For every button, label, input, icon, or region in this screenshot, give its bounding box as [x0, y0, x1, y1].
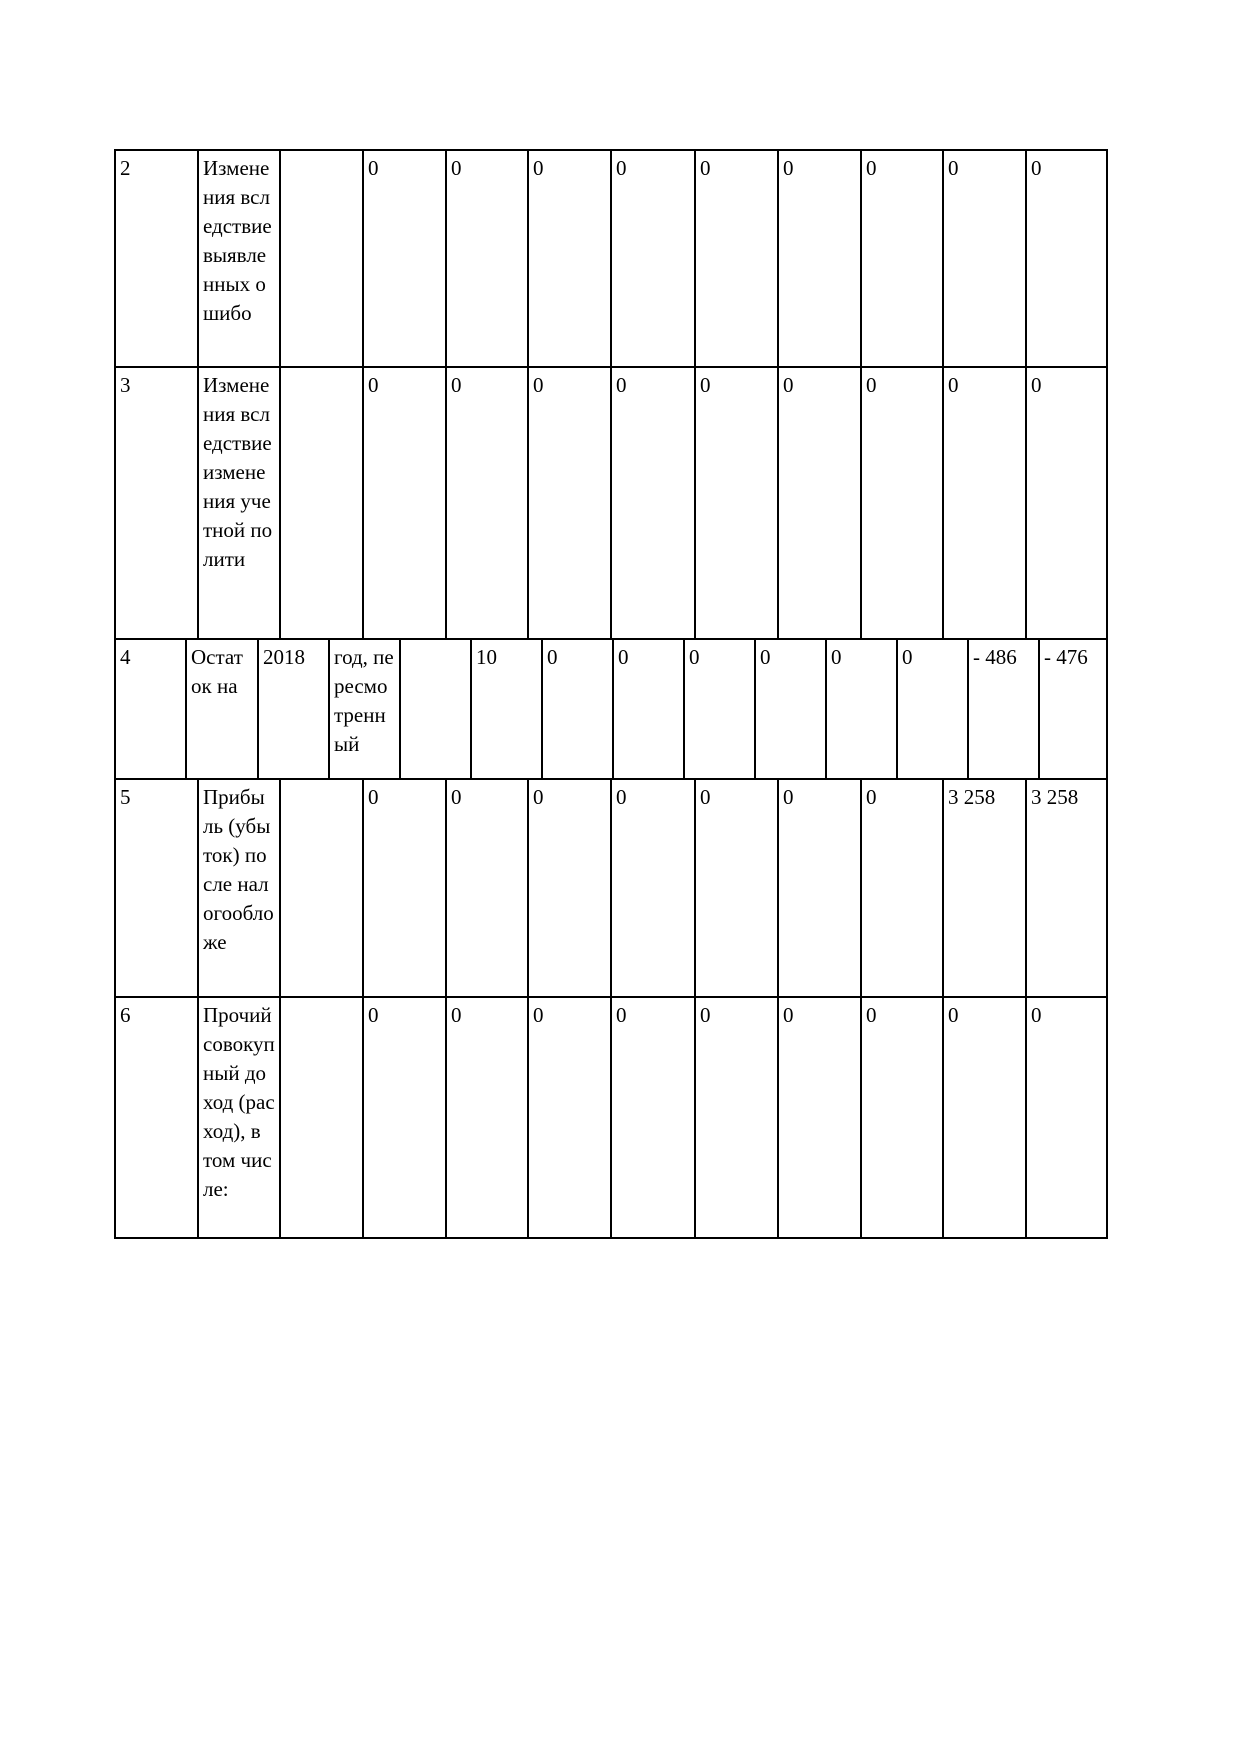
value-cell: 3 258 — [942, 778, 1025, 996]
value-cell: 0 — [694, 149, 777, 366]
row-label-cell: Остаток на — [185, 638, 257, 778]
value-cell: 0 — [610, 778, 694, 996]
value-cell: 0 — [527, 996, 610, 1237]
value-cell: 0 — [754, 638, 825, 778]
row-number-cell: 5 — [114, 778, 197, 996]
value-cell: 0 — [860, 149, 942, 366]
value-cell: 0 — [777, 996, 860, 1237]
row-label-cell: Изменения вследствие изменения учетной полити — [197, 366, 279, 638]
value-cell: 0 — [527, 366, 610, 638]
value-cell: 0 — [445, 996, 527, 1237]
empty-cell — [279, 996, 362, 1237]
value-cell: 0 — [942, 996, 1025, 1237]
value-cell: 0 — [860, 996, 942, 1237]
value-cell: 0 — [942, 366, 1025, 638]
value-cell: 0 — [942, 149, 1025, 366]
value-cell: 0 — [445, 149, 527, 366]
value-cell: 0 — [541, 638, 612, 778]
table-row-3 — [114, 366, 1108, 638]
row-number-cell: 2 — [114, 149, 197, 366]
table-bottom-border — [114, 1237, 1108, 1239]
value-cell: 0 — [1025, 149, 1108, 366]
value-cell: 0 — [610, 149, 694, 366]
value-cell: 0 — [362, 778, 445, 996]
value-cell: 0 — [445, 778, 527, 996]
value-cell: 0 — [362, 149, 445, 366]
value-cell: - 476 — [1038, 638, 1108, 778]
empty-cell — [279, 149, 362, 366]
row-number-cell: 3 — [114, 366, 197, 638]
value-cell: 0 — [610, 996, 694, 1237]
row-label-cell: Прочий совокупный доход (расход), в том числе: — [197, 996, 279, 1237]
year-cell: 2018 — [257, 638, 328, 778]
row-label-cont-cell: год, пересмотренный — [328, 638, 399, 778]
value-cell: 0 — [860, 366, 942, 638]
empty-cell — [279, 778, 362, 996]
value-cell: 0 — [1025, 366, 1108, 638]
value-cell: 0 — [694, 778, 777, 996]
value-cell: 0 — [683, 638, 754, 778]
value-cell: 0 — [527, 778, 610, 996]
table-row-4 — [114, 638, 1108, 778]
value-cell: 0 — [612, 638, 683, 778]
value-cell: 3 258 — [1025, 778, 1108, 996]
value-cell: 0 — [860, 778, 942, 996]
value-cell: 0 — [1025, 996, 1108, 1237]
value-cell: 0 — [527, 149, 610, 366]
value-cell: 10 — [470, 638, 541, 778]
row-number-cell: 6 — [114, 996, 197, 1237]
value-cell: 0 — [896, 638, 967, 778]
empty-cell — [399, 638, 470, 778]
table-row-5 — [114, 778, 1108, 996]
table-row-2 — [114, 149, 1108, 366]
row-number-cell: 4 — [114, 638, 185, 778]
value-cell: 0 — [694, 366, 777, 638]
value-cell: 0 — [694, 996, 777, 1237]
table-row-6 — [114, 996, 1108, 1237]
value-cell: 0 — [610, 366, 694, 638]
value-cell: 0 — [362, 366, 445, 638]
row-label-cell: Прибыль (убыток) после налогообложе — [197, 778, 279, 996]
value-cell: 0 — [445, 366, 527, 638]
row-label-cell: Изменения вследствие выявленных ошибо — [197, 149, 279, 366]
empty-cell — [279, 366, 362, 638]
value-cell: 0 — [777, 778, 860, 996]
value-cell: 0 — [777, 366, 860, 638]
value-cell: 0 — [825, 638, 896, 778]
value-cell: 0 — [362, 996, 445, 1237]
value-cell: 0 — [777, 149, 860, 366]
value-cell: - 486 — [967, 638, 1038, 778]
